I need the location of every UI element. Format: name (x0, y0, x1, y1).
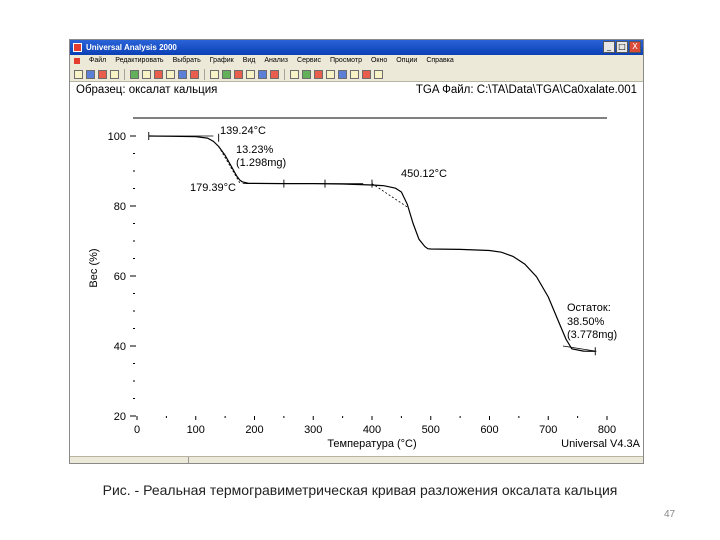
x-tick-label: 200 (245, 424, 264, 436)
residue-mass: (3.778mg) (567, 329, 618, 341)
menu-view[interactable]: Вид (242, 57, 256, 64)
figure-caption: Рис. - Реальная термогравиметрическая кривая разложения оксалата кальция (102, 482, 618, 498)
x-axis-label: Температура (°C) (327, 438, 417, 450)
x-tick-label: 300 (304, 424, 323, 436)
menu-select[interactable]: Выбрать (172, 57, 201, 64)
version-label: Universal V4.3A (561, 438, 640, 450)
maximize-button[interactable]: □ (616, 41, 628, 53)
x-tick-label: 100 (186, 424, 205, 436)
x-tick-label: 400 (362, 424, 382, 436)
y-tick-label: 100 (107, 131, 126, 143)
residue-percent: 38.50% (567, 316, 605, 328)
end-temp-1: 179.39°C (190, 182, 236, 194)
tga-weight-curve (149, 136, 596, 351)
menu-edit[interactable]: Редактировать (115, 57, 164, 64)
menu-help[interactable]: Справка (426, 57, 454, 64)
menu-tools[interactable]: Сервис (297, 57, 321, 64)
x-tick-label: 700 (539, 424, 558, 436)
x-tick-label: 800 (597, 424, 617, 436)
close-button[interactable]: X (629, 41, 641, 53)
x-tick-label: 600 (480, 424, 499, 436)
x-tick-label: 0 (133, 424, 141, 436)
menu-analyze[interactable]: Анализ (264, 57, 289, 64)
y-tick-label: 80 (113, 201, 126, 213)
onset-temp-1: 139.24°C (220, 125, 266, 137)
file-path: TGA Файл: C:\TA\Data\TGA\Ca0xalate.001 (415, 84, 637, 96)
y-axis-label: Вес (%) (88, 248, 100, 288)
weight-loss-1: 13.23% (236, 144, 274, 156)
x-tick-label: 500 (421, 424, 440, 436)
menu-window[interactable]: Окно (370, 57, 388, 64)
sample-name: Образец: оксалат кальция (76, 84, 218, 96)
menu-graph[interactable]: График (209, 57, 234, 64)
menu-preview[interactable]: Просмотр (330, 57, 362, 64)
onset-temp-2: 450.12°C (401, 168, 447, 180)
window-title: Universal Analysis 2000 (86, 43, 177, 52)
y-tick-label: 40 (113, 341, 126, 353)
weight-loss-1-mg: (1.298mg) (236, 157, 287, 169)
menu-options[interactable]: Опции (396, 57, 418, 64)
page-number: 47 (664, 509, 676, 520)
residue-label: Остаток: (567, 302, 611, 314)
y-tick-label: 60 (113, 271, 126, 283)
menu-file[interactable]: Файл (89, 57, 107, 64)
minimize-button[interactable]: _ (603, 41, 615, 53)
y-tick-label: 20 (113, 411, 126, 423)
